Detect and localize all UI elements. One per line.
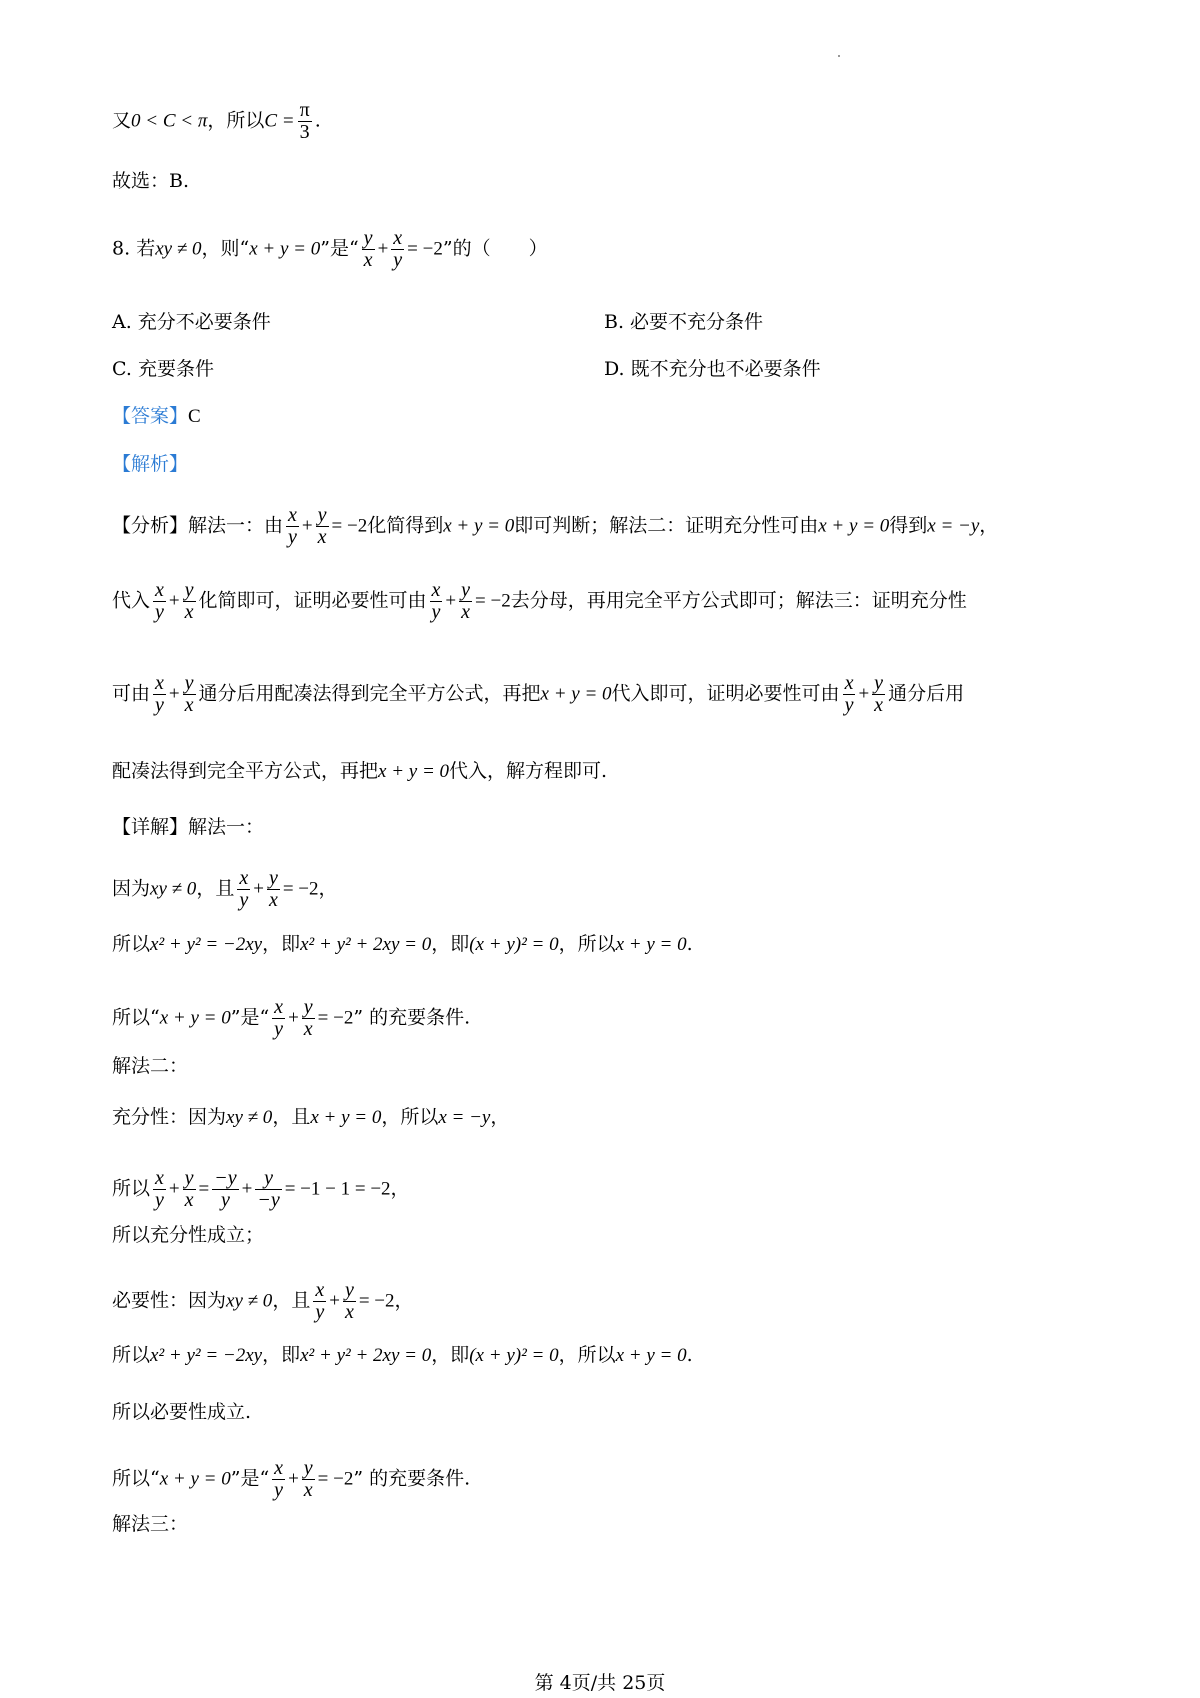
fraction: $\frac{\pi}{3}$: [299, 99, 310, 143]
fenxi-line-3: 可由 $\frac{x}{y}$ + $\frac{y}{x}$ 通分后用配凑法得到完全平方公式，再把x + y = 0代入即可，证明必要性可由 $\frac{x}{y}$ + $\frac{y}{x}$ 通分后用: [112, 672, 965, 716]
method-2-line-1: 充分性：因为xy ≠ 0，且x + y = 0，所以x = −y，: [112, 1106, 510, 1128]
question-8: 8. 若xy ≠ 0，则“x + y = 0”是“ $\frac{y}{x}$ + $\frac{x}{y}$ = −2”的（ ）: [112, 227, 548, 271]
method-2-line-7: 所以“x + y = 0”是“ $\frac{x}{y}$ + $\frac{y}{x}$ = −2” 的充要条件.: [112, 1457, 471, 1501]
method-2-line-2: 所以 $\frac{x}{y}$ + $\frac{y}{x}$ = $\frac{-y}{y}$ + $\frac{y}{-y}$ = −1 − 1 = −2，: [112, 1167, 410, 1211]
method-2-line-4: 必要性：因为xy ≠ 0，且 $\frac{x}{y}$ + $\frac{y}{x}$ = −2，: [112, 1279, 414, 1323]
option-d: D. 既不充分也不必要条件: [604, 358, 821, 380]
fenxi-line-1: 【分析】解法一：由 $\frac{x}{y}$ + $\frac{y}{x}$ = −2化简得到x + y = 0即可判断；解法二：证明充分性可由x + y = 0得到x = −y，: [112, 504, 999, 548]
detail-line-4: 所以“x + y = 0”是“ $\frac{x}{y}$ + $\frac{y}{x}$ = −2” 的充要条件.: [112, 996, 471, 1040]
detail-label: 【详解】解法一：: [112, 816, 265, 838]
method-2-line-3: 所以充分性成立；: [112, 1224, 265, 1246]
fenxi-line-2: 代入 $\frac{x}{y}$ + $\frac{y}{x}$ 化简即可，证明必要性可由 $\frac{x}{y}$ + $\frac{y}{x}$ = −2去分母，再用完全平方公式即可；解法三：证明充分性: [112, 579, 967, 623]
method-2-label: 解法二：: [112, 1055, 189, 1077]
intro-line-2: 故选：B.: [112, 170, 190, 192]
method-3-label: 解法三：: [112, 1513, 189, 1535]
option-c: C. 充要条件: [112, 358, 214, 380]
intro-line-1: 又0 < C < π，所以C = $\frac{\pi}{3}$ .: [112, 99, 321, 143]
option-a: A. 充分不必要条件: [112, 311, 271, 333]
method-2-line-5: 所以x² + y² = −2xy，即x² + y² + 2xy = 0，即(x + y)² = 0，所以x + y = 0.: [112, 1344, 693, 1366]
answer: 【答案】C: [112, 405, 201, 427]
detail-line-2: 因为xy ≠ 0，且 $\frac{x}{y}$ + $\frac{y}{x}$ = −2，: [112, 867, 338, 911]
fenxi-line-4: 配凑法得到完全平方公式，再把x + y = 0代入，解方程即可.: [112, 760, 608, 782]
page-footer: 第 4页/共 25页: [534, 1672, 666, 1694]
corner-dot: [838, 55, 840, 57]
detail-line-3: 所以x² + y² = −2xy，即x² + y² + 2xy = 0，即(x + y)² = 0，所以x + y = 0.: [112, 933, 693, 955]
option-b: B. 必要不充分条件: [604, 311, 764, 333]
analysis-label: 【解析】: [112, 453, 189, 475]
method-2-line-6: 所以必要性成立.: [112, 1401, 252, 1423]
